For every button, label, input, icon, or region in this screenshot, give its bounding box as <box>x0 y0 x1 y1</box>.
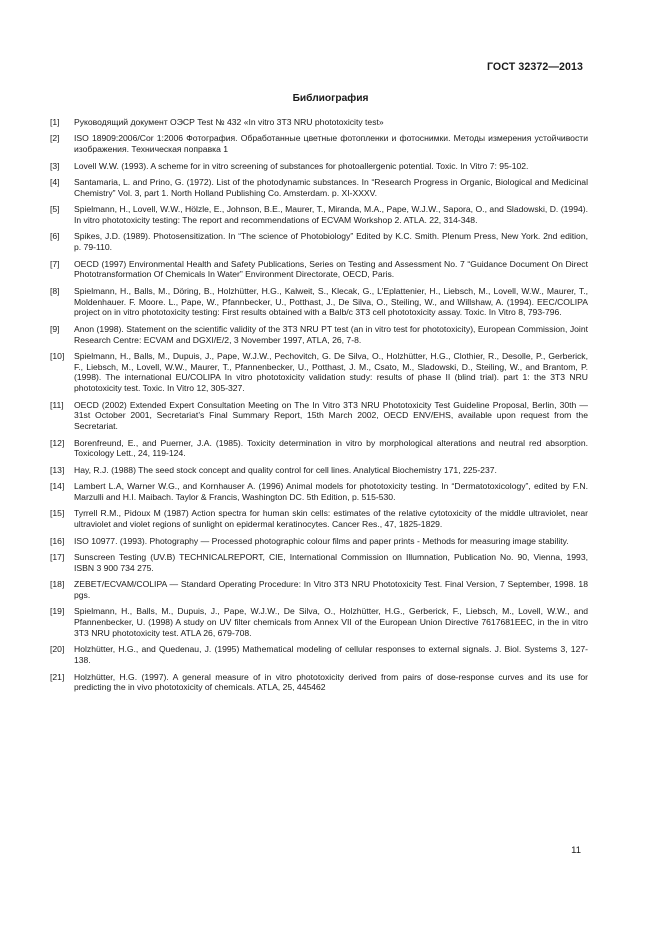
reference-item <box>50 400 588 432</box>
reference-text: OECD (1997) Environmental Health and Safety Publications, Series on Testing and Assessment No. 7 “Guidance Document On Direct Phototransformation Of Chemicals In Water” Environment Directorate, OECD, Paris. <box>74 258 588 280</box>
reference-text: Holzhütter, H.G. (1997). A general measure of in vitro phototoxicity derived from pairs of dose-response curves and its use for predicting the in vivo phototoxicity of chemicals. ATLA, 25, 445462 <box>74 671 588 693</box>
reference-number: [4] <box>50 176 60 187</box>
bibliography-list <box>50 117 588 699</box>
reference-text: Spielmann, H., Balls, M., Döring, B., Holzhütter, H.G., Kalweit, S., Klecak, G., L’Eplattenier, H., Liebsch, M., Lovell, W.W., Maurer, T., Moldenhauer. F. Moore. L., Pape, W., Pfannbecker, U., Potthast, J., De Silva, O., Steiling, W., and Willshaw, A. (1994). EEC/COLIPA project on in vitro phototoxicity testing: First results obtained with a Balb/c 3T3 cell phototoxicity assay. Toxic. In Vitro 8, 793-796. <box>74 285 588 318</box>
reference-item <box>50 644 588 666</box>
reference-item <box>50 117 588 128</box>
reference-number: [2] <box>50 133 60 144</box>
reference-item <box>50 481 588 503</box>
reference-text: Lovell W.W. (1993). A scheme for in vitro screening of substances for photoallergenic potential. Toxic. In Vitro 7: 95-102. <box>74 160 529 171</box>
reference-item <box>50 351 588 394</box>
reference-text: Hay, R.J. (1988) The seed stock concept and quality control for cell lines. Analytical Biochemistry 171, 225-237. <box>74 464 497 475</box>
reference-item <box>50 438 588 460</box>
reference-text: ISO 18909:2006/Cor 1:2006 Фотография. Обработанные цветные фотопленки и фотоснимки. Методы измерения устойчивости изображения. Техническая поправка 1 <box>74 133 588 155</box>
reference-item <box>50 465 588 476</box>
reference-text: OECD (2002) Extended Expert Consultation Meeting on The In Vitro 3T3 NRU Phototoxicity Test Guideline Proposal, Berlin, 30th — 31st October 2001, Secretariat’s Final Summary Report, 15th March 2002, OECD ENV/EHS, available upon request from the Secretariat. <box>74 399 588 432</box>
reference-number: [16] <box>50 535 65 546</box>
reference-number: [18] <box>50 579 65 590</box>
reference-text: Lambert L.A, Warner W.G., and Kornhauser A. (1996) Animal models for phototoxicity testing. In “Dermatotoxicology”, edited by F.N. Marzulli and H.I. Maibach. Taylor & Francis, Washington DC. 5th Edition, p. 515-530. <box>74 481 588 503</box>
reference-item <box>50 259 588 281</box>
reference-text: Spielmann, H., Balls, M., Dupuis, J., Pape, W.J.W., De Silva, O., Holzhütter, H.G., Gerberick, F., Liebsch, M., Lovell, W.W., and Pfannenbecker, U. (1998) A study on UV filter chemicals from Annex VII of the European Union Directive 7617681EEC, in the in vitro 3T3 NRU phototoxicity test. ATLA 26, 679-708. <box>74 606 588 638</box>
reference-number: [12] <box>50 437 65 448</box>
reference-text: Spikes, J.D. (1989). Photosensitization. In “The science of Photobiology” Edited by K.C. Smith. Plenum Press, New York. 2nd edition, p. 79-110. <box>74 231 588 253</box>
reference-item <box>50 231 588 253</box>
reference-item <box>50 204 588 226</box>
reference-number: [1] <box>50 117 60 127</box>
reference-number: [6] <box>50 231 60 242</box>
reference-item <box>50 508 588 530</box>
reference-text: Tyrrell R.M., Pidoux M (1987) Action spectra for human skin cells: estimates of the relative cytotoxicity of the middle ultraviolet, near ultraviolet and violet regions of sunlight on epidermal keratinocytes. Cancer Res., 47, 1825-1829. <box>74 508 588 530</box>
reference-item <box>50 579 588 601</box>
reference-number: [5] <box>50 204 60 215</box>
page-title: Библиография <box>292 93 369 104</box>
reference-item <box>50 552 588 574</box>
reference-number: [3] <box>50 160 60 171</box>
reference-number: [20] <box>50 644 65 655</box>
standard-number: ГОСТ 32372—2013 <box>486 61 583 73</box>
reference-text: Spielmann, H., Lovell, W.W., Hölzle, E., Johnson, B.E., Maurer, T., Miranda, M.A., Pape, W.J.W., Sapora, O., and Sladowski, D. (1994). In vitro phototoxicity testing: The report and recommendations of ECVAM Workshop 2. ATLA. 22, 314-348. <box>74 204 588 225</box>
reference-number: [19] <box>50 606 65 617</box>
reference-number: [7] <box>50 258 60 269</box>
reference-number: [11] <box>50 399 64 410</box>
reference-number: [17] <box>50 552 65 562</box>
reference-item <box>50 672 588 694</box>
reference-item <box>50 177 588 199</box>
reference-text: ISO 10977. (1993). Photography — Processed photographic colour films and paper prints - Methods for measuring image stability. <box>74 535 569 546</box>
reference-item <box>50 133 588 155</box>
reference-number: [14] <box>50 481 65 492</box>
reference-item <box>50 286 588 318</box>
reference-number: [13] <box>50 464 65 475</box>
reference-number: [15] <box>50 508 65 519</box>
reference-text: Anon (1998). Statement on the scientific validity of the 3T3 NRU PT test (an in vitro test for phototoxicity), European Commission, Joint Research Centre: ECVAM and DGXI/E/2, 3 November 1997, ATLA, 26, 7-8. <box>74 323 588 345</box>
reference-text: ZEBET/ECVAM/COLIPA — Standard Operating Procedure: In Vitro 3T3 NRU Phototoxicity Test. Final Version, 7 September, 1998. 18 pgs. <box>74 579 588 600</box>
reference-text: Holzhütter, H.G., and Quedenau, J. (1995) Mathematical modeling of cellular responses to external signals. J. Biol. Systems 3, 127-138. <box>74 644 588 666</box>
reference-number: [10] <box>50 350 65 361</box>
reference-text: Spielmann, H., Balls, M., Dupuis, J., Pape, W.J.W., Pechovitch, G. De Silva, O., Holzhütter, H.G., Clothier, R., Desolle, P., Gerberick, F., Liebsch, M., Lovell, W.W., Maurer, T., Pfannenbecker, U., Potthast, J. M., Csato, M., Sladowski, D., Steiling, W., and Brantom, P. (1998). The international EU/COLIPA In vitro phototoxicity validation study: results of phase II (blind trial). part 1: the 3T3 NRU phototoxicity test. Toxic. In Vitro 12, 305-327. <box>74 350 588 394</box>
reference-text: Santamaria, L. and Prino, G. (1972). List of the photodynamic substances. In “Research Progress in Organic, Biological and Medicinal Chemistry” Vol. 3, part 1. North Holland Publishing Co. Amsterdam. p. XI-XXXV. <box>74 176 588 198</box>
reference-item <box>50 324 588 346</box>
reference-item <box>50 161 588 172</box>
reference-number: [9] <box>50 323 60 334</box>
reference-text: Sunscreen Testing (UV.B) TECHNICALREPORT, CIE, International Commission on Illumnation, Publication No. 90, Vienna, 1993, ISBN 3 900 734 275. <box>74 552 588 573</box>
reference-item <box>50 606 588 638</box>
page-number: 11 <box>571 845 581 856</box>
reference-number: [21] <box>50 671 65 682</box>
reference-item <box>50 536 588 547</box>
reference-text: Руководящий документ ОЭСР Test № 432 «In vitro 3T3 NRU phototoxicity test» <box>74 117 384 127</box>
reference-number: [8] <box>50 285 60 296</box>
reference-text: Borenfreund, E., and Puerner, J.A. (1985). Toxicity determination in vitro by morphological alterations and neutral red absorption. Toxicology Lett., 24, 119-124. <box>74 437 588 459</box>
